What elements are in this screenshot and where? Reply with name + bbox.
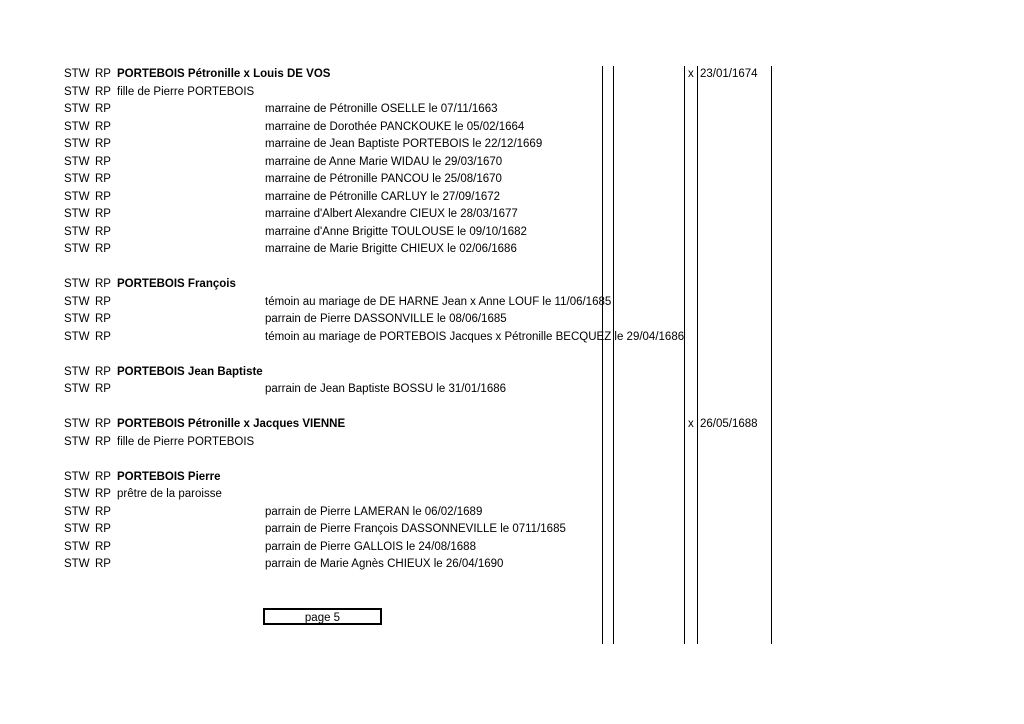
source-code-cell: STW — [64, 138, 90, 150]
person-cell: PORTEBOIS Pétronille x Jacques VIENNE — [117, 418, 346, 430]
source-code-cell: STW — [64, 540, 90, 553]
person-cell: prêtre de la paroisse — [117, 488, 222, 500]
column-rule — [771, 66, 772, 644]
register-code-cell: RP — [95, 208, 111, 220]
register-code-cell: RP — [95, 365, 111, 378]
source-code-cell: STW — [64, 225, 90, 238]
register-code-cell: RP — [95, 383, 111, 395]
person-cell: PORTEBOIS Pétronille x Louis DE VOS — [117, 68, 331, 80]
source-code-cell: STW — [64, 488, 90, 500]
source-code-cell: STW — [64, 558, 90, 570]
source-code-cell: STW — [64, 435, 90, 448]
column-rule — [602, 66, 603, 644]
register-code-cell: RP — [95, 225, 111, 238]
source-code-cell: STW — [64, 103, 90, 115]
event-cell: marraine de Jean Baptiste PORTEBOIS le 22/12/1669 — [265, 138, 543, 150]
event-cell: parrain de Jean Baptiste BOSSU le 31/01/1686 — [265, 383, 507, 395]
event-cell: marraine de Pétronille OSELLE le 07/11/1663 — [265, 103, 498, 115]
event-cell: témoin au mariage de PORTEBOIS Jacques x Pétronille BECQUEZ le 29/04/1686 — [265, 330, 685, 343]
event-cell: marraine de Dorothée PANCKOUKE le 05/02/1664 — [265, 120, 525, 133]
page-number-label: page 5 — [304, 612, 341, 624]
register-code-cell: RP — [95, 190, 111, 203]
source-code-cell: STW — [64, 470, 90, 483]
register-code-cell: RP — [95, 68, 111, 80]
person-cell: PORTEBOIS François — [117, 278, 236, 290]
source-code-cell: STW — [64, 295, 90, 308]
register-code-cell: RP — [95, 313, 111, 325]
marriage-mark: x — [688, 68, 694, 80]
source-code-cell: STW — [64, 313, 90, 325]
register-code-cell: RP — [95, 295, 111, 308]
register-code-cell: RP — [95, 103, 111, 115]
column-rule — [697, 66, 698, 644]
page-number-box — [263, 608, 382, 625]
person-cell: fille de Pierre PORTEBOIS — [117, 85, 255, 98]
event-cell: marraine d'Albert Alexandre CIEUX le 28/03/1677 — [265, 208, 518, 220]
register-code-cell: RP — [95, 138, 111, 150]
source-code-cell: STW — [64, 523, 90, 535]
register-code-cell: RP — [95, 330, 111, 343]
register-code-cell: RP — [95, 505, 111, 518]
event-cell: marraine de Pétronille PANCOU le 25/08/1670 — [265, 173, 502, 185]
source-code-cell: STW — [64, 243, 90, 255]
marriage-mark: x — [688, 418, 694, 430]
event-cell: marraine d'Anne Brigitte TOULOUSE le 09/10/1682 — [265, 225, 527, 238]
register-code-cell: RP — [95, 523, 111, 535]
person-cell: fille de Pierre PORTEBOIS — [117, 435, 255, 448]
source-code-cell: STW — [64, 173, 90, 185]
source-code-cell: STW — [64, 330, 90, 343]
register-code-cell: RP — [95, 540, 111, 553]
source-code-cell: STW — [64, 505, 90, 518]
source-code-cell: STW — [64, 155, 90, 168]
source-code-cell: STW — [64, 120, 90, 133]
register-code-cell: RP — [95, 155, 111, 168]
source-code-cell: STW — [64, 278, 90, 290]
register-code-cell: RP — [95, 243, 111, 255]
register-code-cell: RP — [95, 488, 111, 500]
source-code-cell: STW — [64, 68, 90, 80]
event-cell: marraine de Marie Brigitte CHIEUX le 02/06/1686 — [265, 243, 517, 255]
register-code-cell: RP — [95, 173, 111, 185]
source-code-cell: STW — [64, 85, 90, 98]
event-cell: parrain de Pierre François DASSONNEVILLE le 0711/1685 — [265, 523, 566, 535]
event-cell: parrain de Pierre DASSONVILLE le 08/06/1685 — [265, 313, 507, 325]
marriage-date: 26/05/1688 — [700, 418, 758, 430]
register-code-cell: RP — [95, 470, 111, 483]
source-code-cell: STW — [64, 418, 90, 430]
event-cell: parrain de Marie Agnès CHIEUX le 26/04/1690 — [265, 558, 504, 570]
register-code-cell: RP — [95, 435, 111, 448]
register-code-cell: RP — [95, 278, 111, 290]
event-cell: marraine de Pétronille CARLUY le 27/09/1672 — [265, 190, 501, 203]
source-code-cell: STW — [64, 383, 90, 395]
event-cell: parrain de Pierre LAMERAN le 06/02/1689 — [265, 505, 483, 518]
column-rule — [613, 66, 614, 644]
event-cell: parrain de Pierre GALLOIS le 24/08/1688 — [265, 540, 476, 553]
source-code-cell: STW — [64, 190, 90, 203]
person-cell: PORTEBOIS Pierre — [117, 470, 221, 483]
register-code-cell: RP — [95, 558, 111, 570]
source-code-cell: STW — [64, 365, 90, 378]
marriage-date: 23/01/1674 — [700, 68, 758, 80]
person-cell: PORTEBOIS Jean Baptiste — [117, 365, 263, 378]
event-cell: marraine de Anne Marie WIDAU le 29/03/1670 — [265, 155, 503, 168]
register-code-cell: RP — [95, 120, 111, 133]
event-cell: témoin au mariage de DE HARNE Jean x Anne LOUF le 11/06/1685 — [265, 295, 612, 308]
register-code-cell: RP — [95, 418, 111, 430]
source-code-cell: STW — [64, 208, 90, 220]
register-code-cell: RP — [95, 85, 111, 98]
column-rule — [684, 66, 685, 644]
